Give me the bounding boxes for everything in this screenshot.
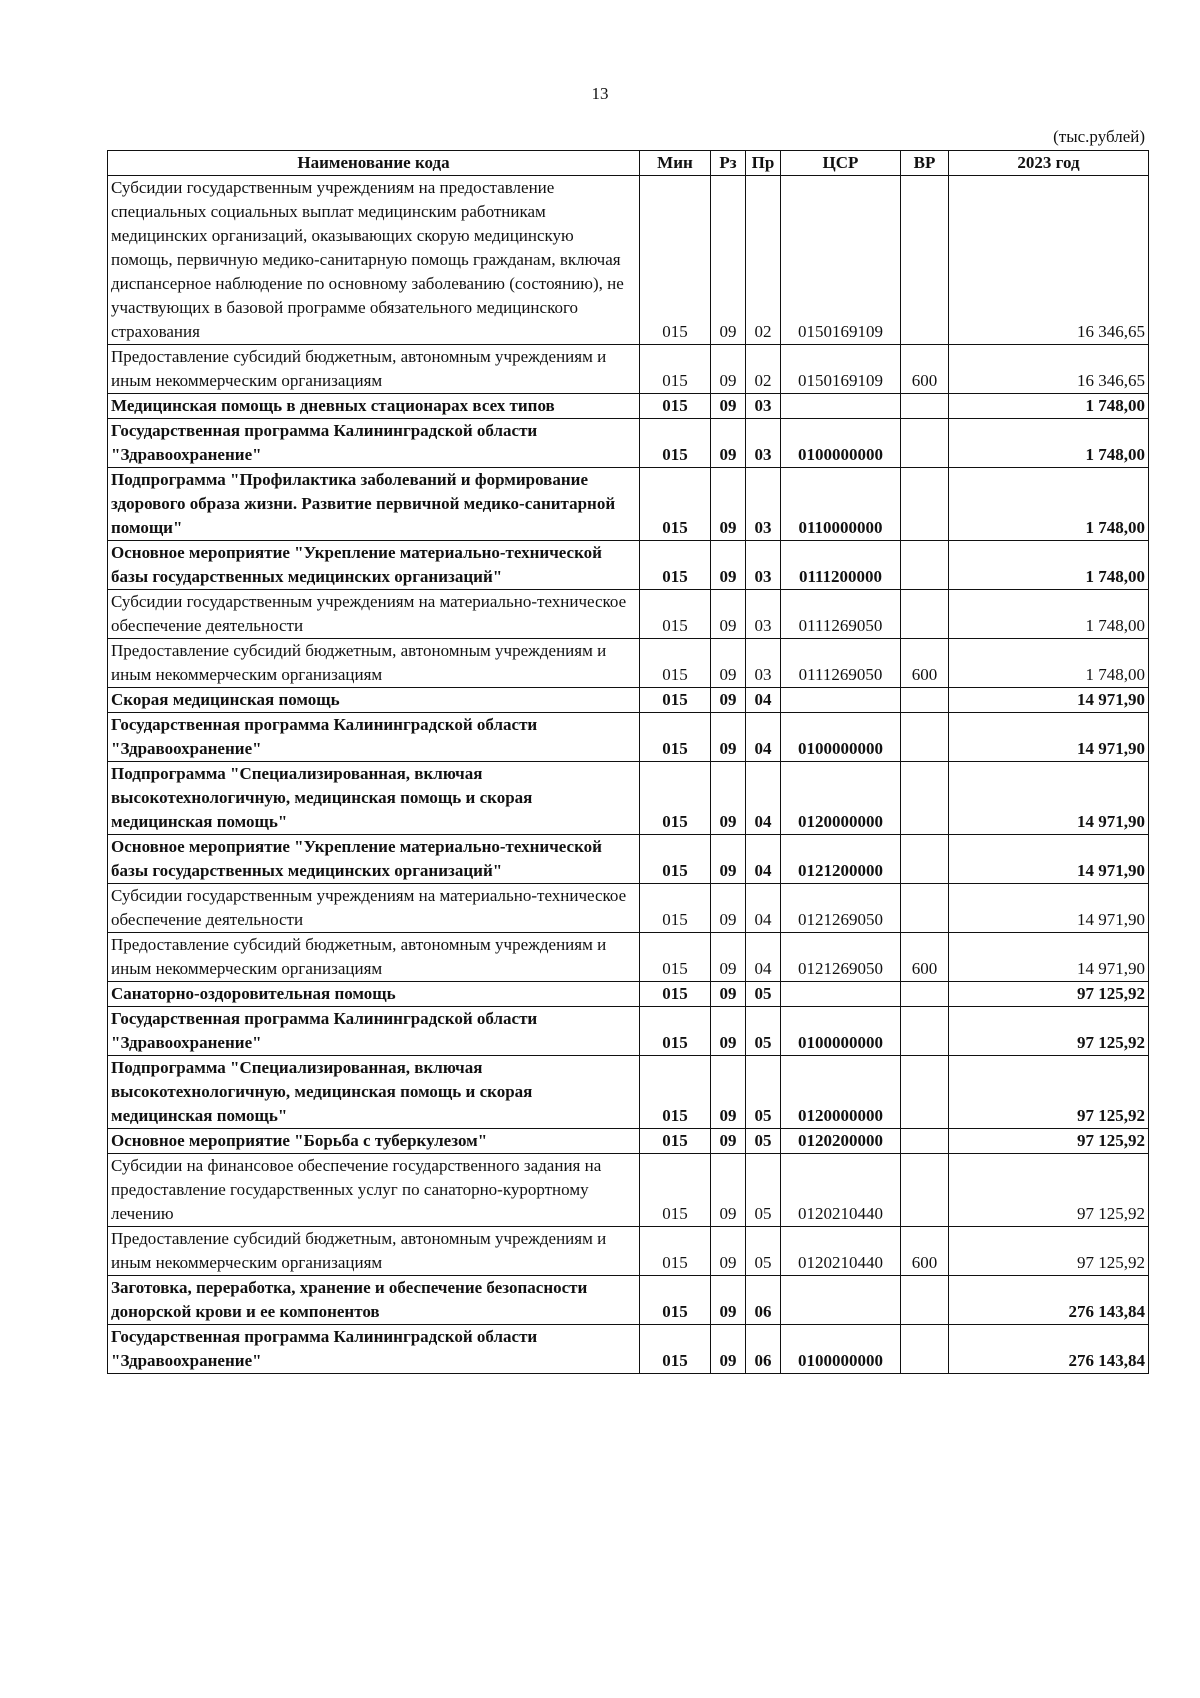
table-row [108, 1129, 1149, 1154]
cell-amount: 14 971,90 [949, 884, 1149, 933]
cell-name: Подпрограмма "Специализированная, включая высокотехнологичную, медицинская помощь и скорая медицинская помощь" [108, 1056, 640, 1129]
cell-amount: 97 125,92 [949, 1056, 1149, 1129]
cell-pr: 02 [746, 345, 781, 394]
cell-vr [901, 1007, 949, 1056]
cell-min: 015 [640, 394, 711, 419]
cell-csr: 0100000000 [781, 419, 901, 468]
cell-pr: 05 [746, 1007, 781, 1056]
table-row [108, 982, 1149, 1007]
cell-rz: 09 [711, 541, 746, 590]
cell-rz: 09 [711, 982, 746, 1007]
cell-rz: 09 [711, 713, 746, 762]
cell-pr: 04 [746, 884, 781, 933]
budget-table [107, 150, 1149, 1374]
cell-csr: 0111269050 [781, 639, 901, 688]
cell-name: Государственная программа Калининградской области "Здравоохранение" [108, 713, 640, 762]
cell-amount: 14 971,90 [949, 688, 1149, 713]
cell-vr [901, 835, 949, 884]
cell-vr [901, 884, 949, 933]
cell-name: Субсидии государственным учреждениям на материально-техническое обеспечение деятельности [108, 590, 640, 639]
cell-min: 015 [640, 1154, 711, 1227]
cell-name: Предоставление субсидий бюджетным, автономным учреждениям и иным некоммерческим организациям [108, 1227, 640, 1276]
cell-csr: 0111200000 [781, 541, 901, 590]
cell-vr: 600 [901, 345, 949, 394]
cell-min: 015 [640, 762, 711, 835]
cell-rz: 09 [711, 639, 746, 688]
table-row [108, 1154, 1149, 1227]
cell-amount: 1 748,00 [949, 639, 1149, 688]
cell-min: 015 [640, 713, 711, 762]
cell-name: Подпрограмма "Профилактика заболеваний и формирование здорового образа жизни. Развитие первичной медико-санитарной помощи" [108, 468, 640, 541]
cell-name: Подпрограмма "Специализированная, включая высокотехнологичную, медицинская помощь и скорая медицинская помощь" [108, 762, 640, 835]
cell-name: Заготовка, переработка, хранение и обеспечение безопасности донорской крови и ее компонентов [108, 1276, 640, 1325]
cell-pr: 04 [746, 933, 781, 982]
cell-rz: 09 [711, 884, 746, 933]
cell-name: Субсидии государственным учреждениям на материально-техническое обеспечение деятельности [108, 884, 640, 933]
cell-csr: 0121269050 [781, 933, 901, 982]
cell-amount: 1 748,00 [949, 419, 1149, 468]
cell-pr: 04 [746, 835, 781, 884]
table-row [108, 468, 1149, 541]
cell-csr: 0121200000 [781, 835, 901, 884]
cell-vr [901, 1154, 949, 1227]
cell-pr: 04 [746, 713, 781, 762]
table-row [108, 541, 1149, 590]
cell-min: 015 [640, 1056, 711, 1129]
cell-vr [901, 590, 949, 639]
header-csr: ЦСР [781, 151, 901, 176]
table-row [108, 884, 1149, 933]
cell-csr: 0120000000 [781, 1056, 901, 1129]
table-row [108, 1227, 1149, 1276]
cell-amount: 97 125,92 [949, 1154, 1149, 1227]
cell-csr [781, 1276, 901, 1325]
cell-pr: 03 [746, 468, 781, 541]
cell-vr [901, 688, 949, 713]
table-row [108, 1276, 1149, 1325]
cell-rz: 09 [711, 1227, 746, 1276]
header-rz: Рз [711, 151, 746, 176]
cell-rz: 09 [711, 1154, 746, 1227]
cell-csr: 0100000000 [781, 1007, 901, 1056]
cell-amount: 1 748,00 [949, 590, 1149, 639]
cell-csr: 0150169109 [781, 345, 901, 394]
cell-vr [901, 419, 949, 468]
cell-pr: 04 [746, 688, 781, 713]
table-row [108, 176, 1149, 345]
cell-csr: 0100000000 [781, 713, 901, 762]
cell-name: Предоставление субсидий бюджетным, автономным учреждениям и иным некоммерческим организациям [108, 639, 640, 688]
cell-pr: 06 [746, 1325, 781, 1374]
table-row [108, 590, 1149, 639]
table-row [108, 345, 1149, 394]
header-min: Мин [640, 151, 711, 176]
cell-vr [901, 394, 949, 419]
cell-rz: 09 [711, 590, 746, 639]
cell-pr: 05 [746, 1129, 781, 1154]
table-row [108, 394, 1149, 419]
cell-vr [901, 1056, 949, 1129]
header-name: Наименование кода [108, 151, 640, 176]
header-year: 2023 год [949, 151, 1149, 176]
cell-amount: 14 971,90 [949, 713, 1149, 762]
cell-vr [901, 982, 949, 1007]
cell-csr: 0120210440 [781, 1154, 901, 1227]
cell-name: Медицинская помощь в дневных стационарах всех типов [108, 394, 640, 419]
cell-pr: 02 [746, 176, 781, 345]
cell-vr [901, 713, 949, 762]
cell-name: Государственная программа Калининградской области "Здравоохранение" [108, 1007, 640, 1056]
table-row [108, 419, 1149, 468]
cell-name: Предоставление субсидий бюджетным, автономным учреждениям и иным некоммерческим организациям [108, 345, 640, 394]
cell-name: Государственная программа Калининградской области "Здравоохранение" [108, 419, 640, 468]
cell-name: Субсидии государственным учреждениям на предоставление специальных социальных выплат медицинским работникам медицинских организаций, оказывающих скорую медицинскую помощь, первичную медико-санитарную помощь гражданам, включая диспансерное наблюдение по основному заболеванию (состоянию), не участвующих в базовой программе обязательного медицинского страхования [108, 176, 640, 345]
cell-min: 015 [640, 1325, 711, 1374]
page-number: 13 [591, 84, 609, 103]
table-row [108, 1325, 1149, 1374]
table-row [108, 688, 1149, 713]
cell-vr [901, 1276, 949, 1325]
table-row [108, 639, 1149, 688]
cell-csr: 0150169109 [781, 176, 901, 345]
cell-name: Основное мероприятие "Борьба с туберкулезом" [108, 1129, 640, 1154]
cell-min: 015 [640, 468, 711, 541]
cell-rz: 09 [711, 762, 746, 835]
cell-rz: 09 [711, 176, 746, 345]
cell-amount: 1 748,00 [949, 394, 1149, 419]
cell-pr: 05 [746, 1154, 781, 1227]
cell-name: Субсидии на финансовое обеспечение государственного задания на предоставление государственных услуг по санаторно-курортному лечению [108, 1154, 640, 1227]
cell-min: 015 [640, 884, 711, 933]
cell-min: 015 [640, 590, 711, 639]
cell-amount: 97 125,92 [949, 1227, 1149, 1276]
table-row [108, 933, 1149, 982]
cell-pr: 04 [746, 762, 781, 835]
cell-rz: 09 [711, 468, 746, 541]
table-row [108, 762, 1149, 835]
cell-pr: 03 [746, 541, 781, 590]
cell-csr: 0100000000 [781, 1325, 901, 1374]
cell-vr: 600 [901, 1227, 949, 1276]
cell-pr: 03 [746, 639, 781, 688]
cell-name: Основное мероприятие "Укрепление материально-технической базы государственных медицинских организаций" [108, 541, 640, 590]
cell-amount: 16 346,65 [949, 176, 1149, 345]
cell-rz: 09 [711, 1325, 746, 1374]
table-row [108, 1056, 1149, 1129]
cell-amount: 97 125,92 [949, 982, 1149, 1007]
cell-min: 015 [640, 835, 711, 884]
cell-rz: 09 [711, 345, 746, 394]
cell-csr: 0120000000 [781, 762, 901, 835]
cell-vr [901, 1129, 949, 1154]
cell-amount: 97 125,92 [949, 1129, 1149, 1154]
table-row [108, 835, 1149, 884]
cell-amount: 14 971,90 [949, 933, 1149, 982]
cell-pr: 06 [746, 1276, 781, 1325]
cell-amount: 14 971,90 [949, 762, 1149, 835]
cell-rz: 09 [711, 419, 746, 468]
cell-vr [901, 176, 949, 345]
cell-amount: 16 346,65 [949, 345, 1149, 394]
cell-min: 015 [640, 639, 711, 688]
cell-min: 015 [640, 176, 711, 345]
cell-pr: 05 [746, 1056, 781, 1129]
table-header-row [108, 151, 1149, 176]
cell-amount: 1 748,00 [949, 468, 1149, 541]
table-row [108, 713, 1149, 762]
cell-min: 015 [640, 345, 711, 394]
cell-csr: 0120200000 [781, 1129, 901, 1154]
cell-rz: 09 [711, 688, 746, 713]
cell-pr: 03 [746, 419, 781, 468]
cell-csr [781, 394, 901, 419]
cell-rz: 09 [711, 1056, 746, 1129]
cell-vr [901, 468, 949, 541]
cell-csr: 0111269050 [781, 590, 901, 639]
cell-name: Санаторно-оздоровительная помощь [108, 982, 640, 1007]
cell-rz: 09 [711, 394, 746, 419]
cell-rz: 09 [711, 835, 746, 884]
cell-csr [781, 688, 901, 713]
cell-amount: 276 143,84 [949, 1276, 1149, 1325]
cell-min: 015 [640, 1276, 711, 1325]
cell-csr: 0121269050 [781, 884, 901, 933]
cell-csr [781, 982, 901, 1007]
cell-name: Государственная программа Калининградской области "Здравоохранение" [108, 1325, 640, 1374]
cell-min: 015 [640, 541, 711, 590]
cell-csr: 0110000000 [781, 468, 901, 541]
cell-min: 015 [640, 982, 711, 1007]
cell-min: 015 [640, 419, 711, 468]
cell-vr [901, 1325, 949, 1374]
cell-vr: 600 [901, 639, 949, 688]
cell-name: Предоставление субсидий бюджетным, автономным учреждениям и иным некоммерческим организациям [108, 933, 640, 982]
cell-pr: 03 [746, 394, 781, 419]
table-body [108, 176, 1149, 1374]
cell-pr: 05 [746, 982, 781, 1007]
cell-min: 015 [640, 1227, 711, 1276]
cell-vr: 600 [901, 933, 949, 982]
cell-amount: 276 143,84 [949, 1325, 1149, 1374]
cell-rz: 09 [711, 1007, 746, 1056]
cell-vr [901, 762, 949, 835]
cell-rz: 09 [711, 1129, 746, 1154]
table-row [108, 1007, 1149, 1056]
cell-min: 015 [640, 1129, 711, 1154]
cell-pr: 05 [746, 1227, 781, 1276]
header-vr: ВР [901, 151, 949, 176]
header-pr: Пр [746, 151, 781, 176]
cell-min: 015 [640, 688, 711, 713]
units-label: (тыс.рублей) [1053, 127, 1145, 146]
cell-rz: 09 [711, 933, 746, 982]
cell-name: Основное мероприятие "Укрепление материально-технической базы государственных медицинских организаций" [108, 835, 640, 884]
cell-vr [901, 541, 949, 590]
cell-name: Скорая медицинская помощь [108, 688, 640, 713]
cell-rz: 09 [711, 1276, 746, 1325]
cell-pr: 03 [746, 590, 781, 639]
cell-csr: 0120210440 [781, 1227, 901, 1276]
cell-amount: 97 125,92 [949, 1007, 1149, 1056]
cell-min: 015 [640, 1007, 711, 1056]
cell-min: 015 [640, 933, 711, 982]
cell-amount: 14 971,90 [949, 835, 1149, 884]
cell-amount: 1 748,00 [949, 541, 1149, 590]
